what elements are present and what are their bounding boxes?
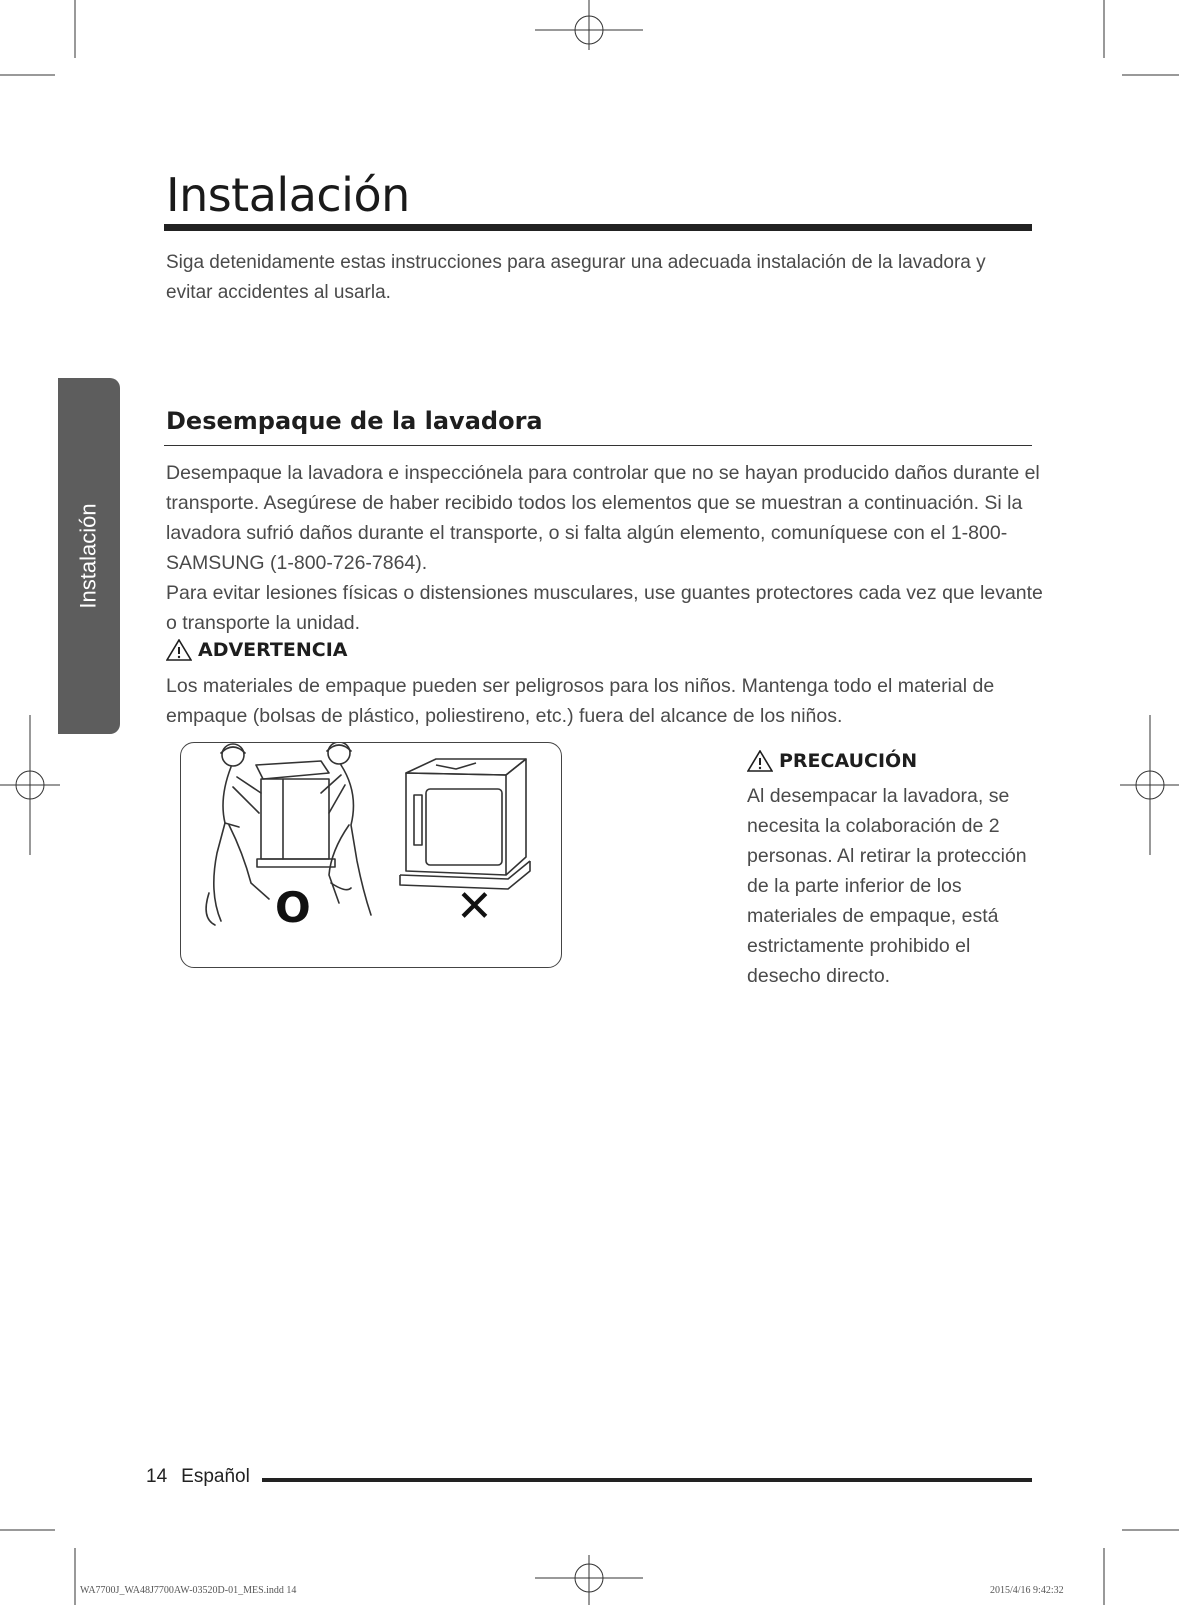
caution-text: Al desempacar la lavadora, se necesita la colaboración de 2 personas. Al retirar la protección de la parte inferior de los materiales de empaque, está estrictamente prohibido el desecho directo. xyxy=(747,785,1027,987)
print-slug-date: 2015/4/16 9:42:32 xyxy=(990,1585,1064,1596)
warning-label: ADVERTENCIA xyxy=(198,639,348,661)
warning-triangle-icon xyxy=(747,750,773,772)
page-title: Instalación xyxy=(166,168,410,222)
section-heading: Desempaque de la lavadora xyxy=(166,407,543,435)
warning-heading xyxy=(166,639,348,661)
intro-paragraph: Siga detenidamente estas instrucciones para asegurar una adecuada instalación de la lavadora y evitar accidentes al usarla. xyxy=(166,252,986,303)
warning-triangle-icon xyxy=(166,639,192,661)
page-number: 14 xyxy=(146,1466,168,1487)
correct-mark: O xyxy=(275,883,311,932)
caution-label: PRECAUCIÓN xyxy=(779,750,918,772)
unpacking-figure xyxy=(180,742,562,968)
section-paragraph-1: Desempaque la lavadora e inspecciónela para controlar que no se hayan producido daños durante el transporte. Asegúrese de haber recibido todos los elementos que se muestran a continuación. Si la lavadora sufrió daños durante el transporte, o si falta algún elemento, comuníquese con el 1-800-SAMSUNG (1-800-726-7864). xyxy=(166,462,1040,574)
section-rule xyxy=(164,445,1032,446)
caution-heading xyxy=(747,750,917,772)
title-rule xyxy=(164,224,1032,231)
section-paragraph-2: Para evitar lesiones físicas o distensiones musculares, use guantes protectores cada vez que levante o transporte la unidad. xyxy=(166,582,1043,634)
side-tab-label: Instalación xyxy=(76,503,101,609)
warning-text: Los materiales de empaque pueden ser peligrosos para los niños. Mantenga todo el material de empaque (bolsas de plástico, poliestireno, etc.) fuera del alcance de los niños. xyxy=(166,675,995,727)
print-slug-file: WA7700J_WA48J7700AW-03520D-01_MES.indd 14 xyxy=(80,1585,297,1596)
footer-language: Español xyxy=(181,1466,250,1487)
footer-rule xyxy=(262,1478,1032,1482)
wrong-mark: ✕ xyxy=(456,881,493,932)
page-footer xyxy=(146,1466,250,1488)
section-body xyxy=(166,458,1046,638)
side-tab-label-wrap xyxy=(58,378,120,734)
